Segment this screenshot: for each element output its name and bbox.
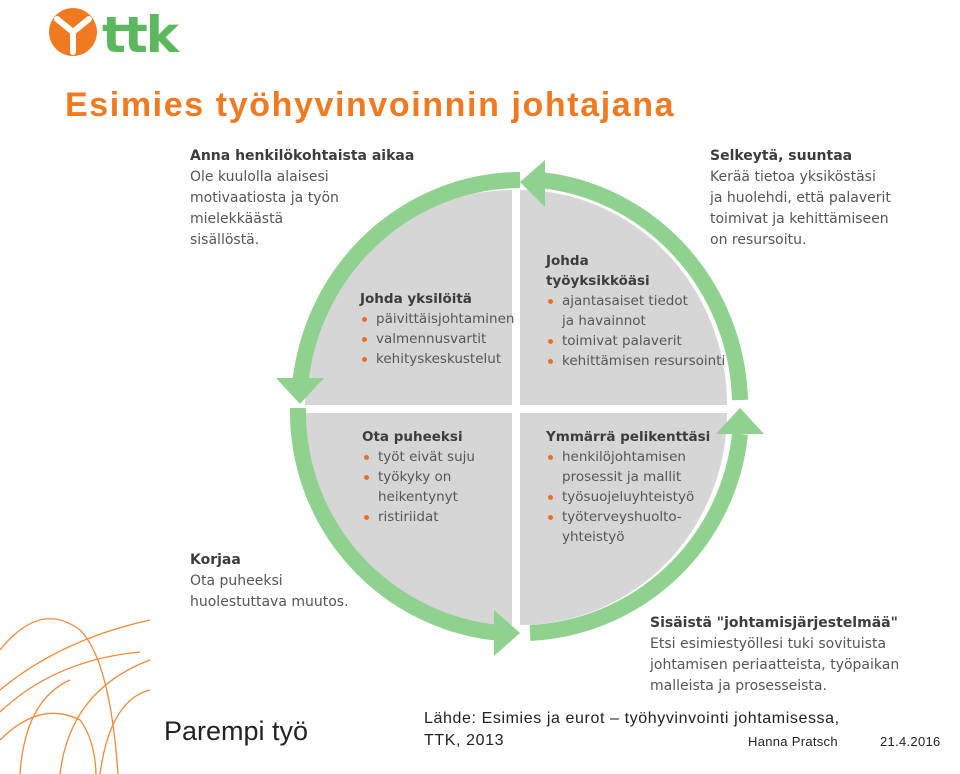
- quadrant-heading: Ota puheeksi: [362, 429, 463, 445]
- quadrant-bullet: [546, 507, 710, 547]
- bullet-line: työterveyshuolto-: [562, 509, 682, 525]
- quadrant-bullet: työt eivät suju: [362, 447, 475, 467]
- bullet-line: ajantasaiset tiedot: [562, 293, 688, 309]
- corner-line: mielekkäästä: [190, 211, 284, 227]
- corner-line: huolestuttava muutos.: [190, 594, 349, 610]
- corner-line: on resursoitu.: [710, 232, 807, 248]
- quadrant-top-right: [546, 251, 725, 371]
- quadrant-bullet: päivittäisjohtaminen: [360, 309, 514, 329]
- quadrant-bullet: ristiriidat: [362, 507, 475, 527]
- quadrant-bullet: työsuojeluyhteistyö: [546, 487, 710, 507]
- corner-line: Etsi esimiestyöllesi tuki sovituista: [650, 636, 887, 652]
- corner-line: toimivat ja kehittämiseen: [710, 211, 889, 227]
- corner-heading: Korjaa: [190, 552, 241, 568]
- quadrant-bottom-right: [546, 427, 710, 547]
- corner-line: motivaatiosta ja työn: [190, 190, 339, 206]
- decorative-lines: [0, 0, 160, 774]
- corner-heading: Sisäistä "johtamisjärjestelmää": [650, 615, 898, 631]
- corner-line: Ole kuulolla alaisesi: [190, 169, 329, 185]
- corner-heading: Selkeytä, suuntaa: [710, 148, 853, 164]
- corner-heading: Anna henkilökohtaista aikaa: [190, 148, 415, 164]
- quadrant-bullet: kehittämisen resursointi: [546, 351, 725, 371]
- bullet-line: ja havainnot: [562, 313, 646, 329]
- quadrant-heading: Johda yksilöitä: [360, 291, 472, 307]
- slide-date: 21.4.2016: [880, 734, 941, 749]
- svg-text:ttk: ttk: [102, 6, 178, 58]
- quadrant-bullet: [362, 467, 475, 507]
- quadrant-bullet: [546, 447, 710, 487]
- corner-line: Ota puheeksi: [190, 573, 283, 589]
- bullet-line: henkilöjohtamisen: [562, 449, 686, 465]
- quadrant-bottom-left: [362, 427, 475, 527]
- source-line: TTK, 2013: [424, 732, 505, 749]
- corner-line: johtamisen periaatteista, työpaikan: [650, 657, 900, 673]
- source-line: Lähde: Esimies ja eurot – työhyvinvointi johtamisessa,: [424, 710, 840, 727]
- quadrant-top-left: [360, 289, 514, 369]
- quadrant-bullet: valmennusvartit: [360, 329, 514, 349]
- quadrant-heading: työyksikköäsi: [546, 273, 650, 289]
- quadrant-bullet: kehityskeskustelut: [360, 349, 514, 369]
- corner-top-left: [190, 146, 414, 251]
- corner-bottom-left: [190, 550, 349, 613]
- bullet-line: heikentynyt: [378, 489, 458, 505]
- bullet-line: yhteistyö: [562, 529, 625, 545]
- bullet-line: työkyky on: [378, 469, 452, 485]
- author-name: Hanna Pratsch: [748, 734, 838, 749]
- corner-line: sisällöstä.: [190, 232, 260, 248]
- corner-bottom-right: [650, 613, 899, 697]
- corner-line: ja huolehdi, että palaverit: [710, 190, 891, 206]
- corner-top-right: [710, 146, 891, 251]
- page-title: Esimies työhyvinvoinnin johtajana: [65, 86, 676, 124]
- corner-line: malleista ja prosesseista.: [650, 678, 827, 694]
- bullet-line: prosessit ja mallit: [562, 469, 682, 485]
- quadrant-bullet: [546, 291, 725, 331]
- quadrant-heading: Ymmärrä pelikenttäsi: [546, 429, 711, 445]
- quadrant-bullet: toimivat palaverit: [546, 331, 725, 351]
- brand-text: Parempi työ: [164, 716, 309, 746]
- quadrant-heading: Johda: [546, 253, 589, 269]
- corner-line: Kerää tietoa yksiköstäsi: [710, 169, 876, 185]
